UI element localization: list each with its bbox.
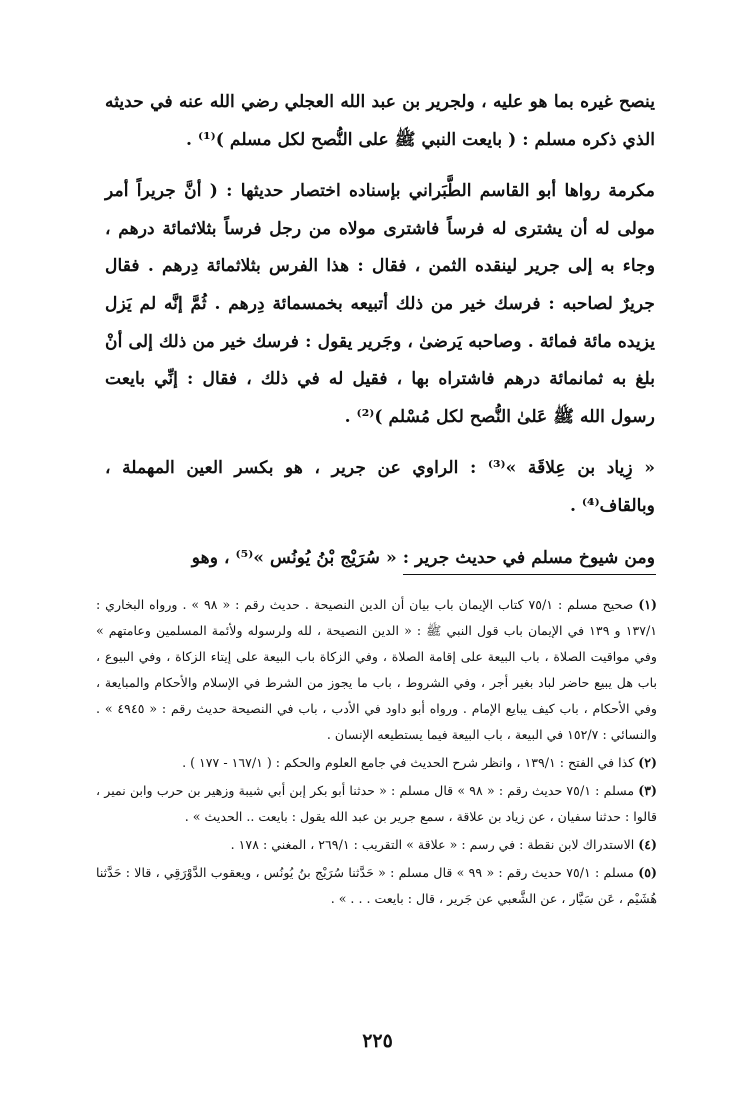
footnote-number: (١) bbox=[638, 597, 658, 612]
footnote-2 bbox=[96, 750, 657, 776]
footnote-number: (٥) bbox=[638, 865, 657, 880]
main-paragraph: ومن شيوخ مسلم في حديث جرير : « سُرَيْج بْنُ يُونُس »⁽⁵⁾ ، وهو bbox=[191, 547, 655, 568]
footnote-text: والنسائي : ١٥٢/٧ في البيعة ، باب البيعة فيما يستطيعه الإنسان . bbox=[326, 727, 657, 742]
footnote-number: (٤) bbox=[638, 837, 657, 852]
footnote-4 bbox=[96, 832, 657, 858]
footnote-3 bbox=[96, 778, 657, 830]
footnote-text: كذا في الفتح : ١٣٩/١ ، وانظر شرح الحديث في جامع العلوم والحكم : ( ١٦٧/١ - ١٧٧ ) . bbox=[182, 755, 635, 770]
footnote-5 bbox=[96, 860, 657, 912]
footnote-number: (٢) bbox=[638, 755, 657, 770]
page-number: ٢٢٥ bbox=[362, 1030, 393, 1052]
footnote-text: مسلم : ٧٥/١ حديث رقم : « ٩٩ » قال مسلم : « حَدَّثنا سُرَيْج بنُ يُونُس ، ويعقوب الدَّوْرَقِي ، قالا : حَدَّثنا هُشَيْم ، عَن سَيَّار ، عن الشَّعبي عن جَرير ، قال : بايعت . . . » . bbox=[96, 865, 657, 906]
footnote-text: ورواه البخاري : ١٣٧/١ و ١٣٩ في الإيمان باب قول النبي ﷺ : « الدين النصيحة ، لله ولرسوله ولأئمة المسلمين وعامتهم » وفي مواقيت الصلاة ، باب البيعة على إقامة الصلاة ، وفي الزكاة باب البيعة على إيتاء الزكاة ، وفي البيوع ، باب هل يبيع حاضر لباد بغير أجر ، وفي الشروط ، باب ما يجوز من الشرط في الإسلام والأحكام والمبايعة ، وفي الأحكام ، باب كيف يبايع الإمام . ورواه أبو داود في الأدب ، باب في النصيحة حديث رقم : « ٤٩٤٥ » . bbox=[96, 597, 658, 716]
main-paragraph: « زِياد بن عِلاقَة »⁽³⁾ : الراوي عن جرير ، هو بكسر العين المهملة ، وبالقاف⁽⁴⁾ . bbox=[105, 458, 655, 516]
main-text bbox=[105, 84, 655, 577]
footnote-number: (٣) bbox=[638, 783, 657, 798]
footnote-text: مسلم : ٧٥/١ حديث رقم : « ٩٨ » قال مسلم : « حدثنا أبو بكر إبن أبي شيبة وزهير بن حرب وابن نمير ، قالوا : حدثنا سفيان ، عن زياد بن علاقة ، سمع جرير بن عبد الله يقول : بايعت .. الحديث » . bbox=[96, 783, 657, 824]
footnote-1 bbox=[96, 592, 657, 748]
footnote-text: الاستدراك لابن نقطة : في رسم : « علاقة » التقريب : ٢٦٩/١ ، المغني : ١٧٨ . bbox=[230, 837, 635, 852]
main-paragraph: مكرمة رواها أبو القاسم الطَّبَراني بإسناده اختصار حديثها : ( أنَّ جريراً أمر مولى له أن يشترى له فرساً فاشترى مولاه من رجل فرساً بثلاثمائة درهم ، وجاء به إلى جرير لينقده الثمن ، فقال : هذا الفرس بثلاثمائة دِرهم . فقال جريرٌ لصاحبه : فرسك خير من ذلك أتبيعه بخمسمائة دِرهم . ثُمَّ إنَّه لم يَزل يزيده مائة فمائة . وصاحبه يَرضىٰ ، وجَرير يقول : فرسك خير من ذلك إلى أنْ بلغ به ثمانمائة درهم فاشتراه بها ، فقيل له في ذلك ، فقال : إنِّي بايعت رسول الله ﷺ عَلىٰ النُّصح لكل مُسْلم )⁽²⁾ . bbox=[105, 181, 655, 427]
footnote-separator bbox=[403, 574, 656, 575]
main-paragraph: ينصح غيره بما هو عليه ، ولجرير بن عبد الله العجلي رضي الله عنه في حديثه الذي ذكره مسلم : ( بايعت النبي ﷺ على النُّصح لكل مسلم )⁽¹⁾ . bbox=[105, 92, 655, 150]
footnote-text: صحيح مسلم : ٧٥/١ كتاب الإيمان باب بيان أن الدين النصيحة . حديث رقم : « ٩٨ » . bbox=[182, 597, 634, 612]
footnotes bbox=[96, 592, 657, 914]
